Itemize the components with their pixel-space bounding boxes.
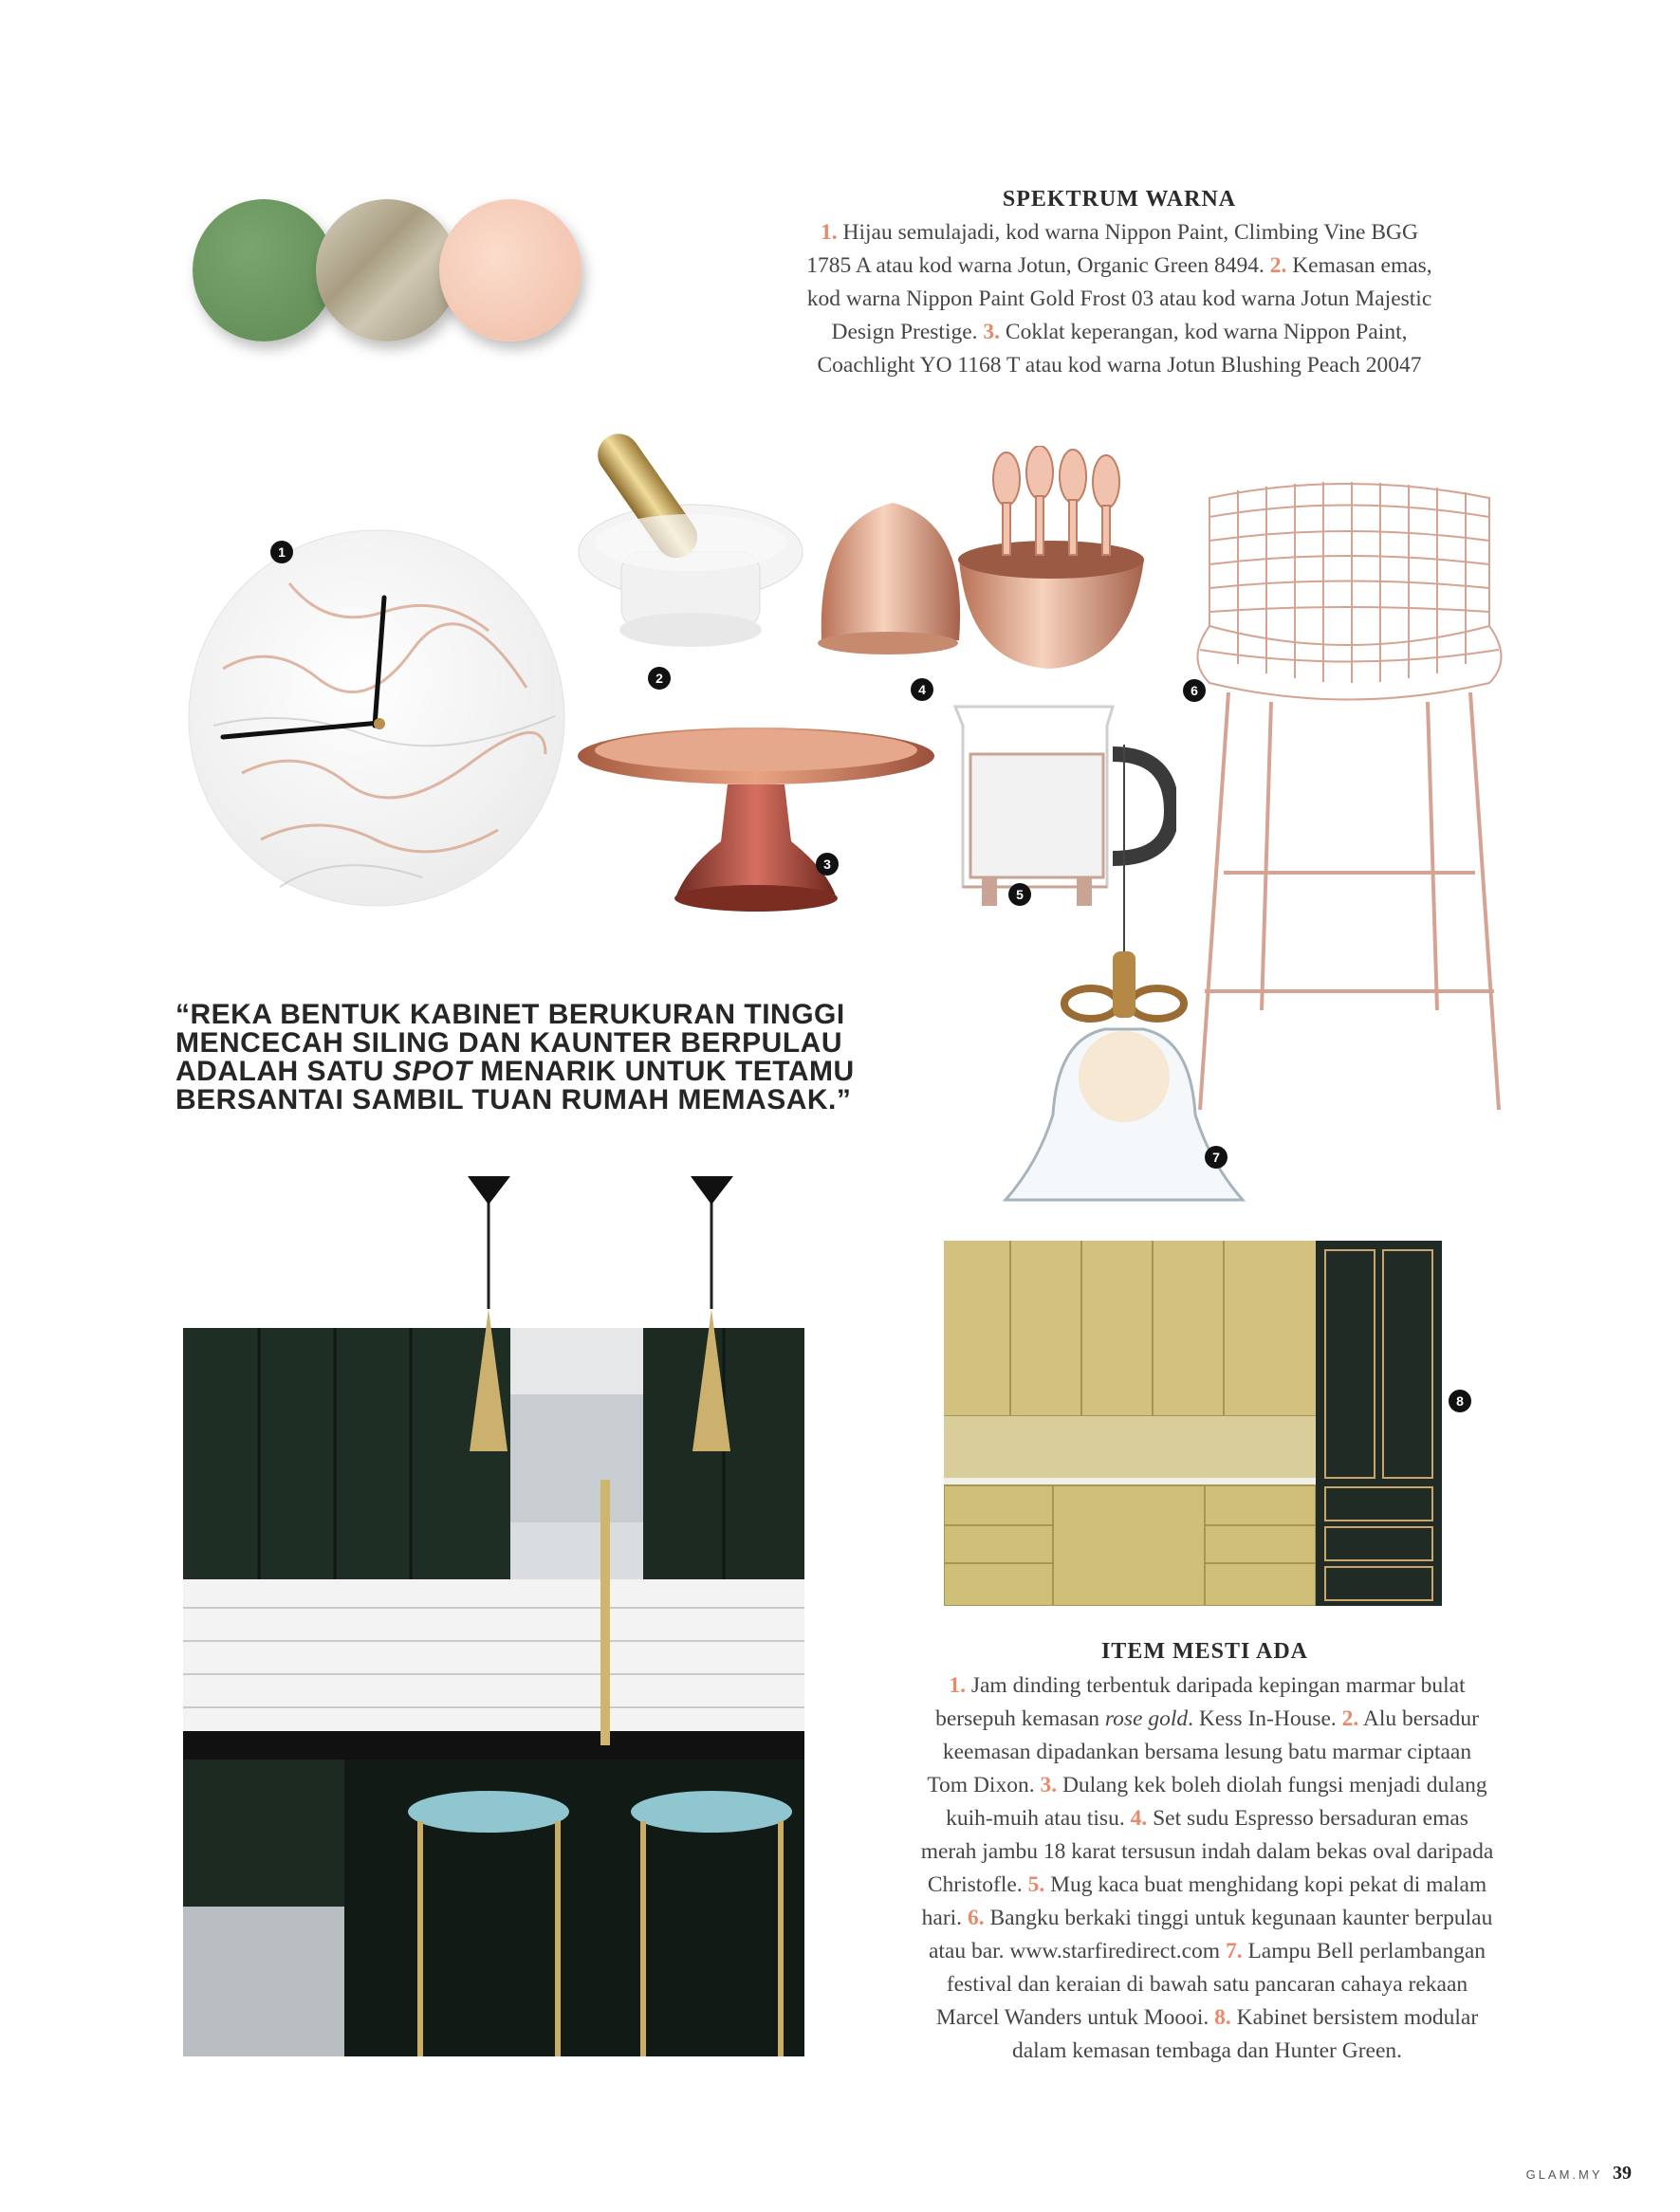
spektrum-num-2: 2. [1269,253,1287,278]
item-line-8 [835,1902,1579,1935]
item-num-7: 7. [1225,1939,1243,1963]
item-num-1: 1. [949,1673,966,1698]
quote-line-3c: MENARIK UNTUK TETAMU [471,1056,855,1087]
item-num-8: 8. [1214,2005,1231,2030]
item-line-2-text-c: Alu bersadur [1362,1706,1479,1731]
badge-5: 5 [1008,883,1031,906]
spektrum-body [697,216,1542,382]
badge-8: 8 [1449,1390,1471,1412]
bell-pendant-image [1001,745,1247,1205]
item-line-1-text: Jam dinding terbentuk daripada kepingan marmar bulat [970,1673,1466,1698]
spektrum-line-2-text-b: Kemasan emas, [1292,253,1432,278]
espresso-egg-image [812,446,1154,692]
item-num-3: 3. [1040,1773,1058,1797]
cake-stand-image [571,718,941,917]
item-line-5 [835,1802,1579,1835]
item-line-4-text-b: Dulang kek boleh diolah fungsi menjadi dulang [1062,1773,1487,1797]
marble-clock-image [185,526,569,911]
item-line-4-text: Tom Dixon. [927,1773,1035,1797]
badge-1: 1 [270,541,293,563]
item-line-7-text: Christofle. [927,1872,1023,1897]
spektrum-heading: SPEKTRUM WARNA [1002,187,1237,212]
item-line-7 [835,1869,1579,1902]
spektrum-line-4 [697,316,1542,349]
item-line-1 [835,1669,1579,1703]
item-num-2: 2. [1341,1706,1359,1731]
quote-line-4: BERSANTAI SAMBIL TUAN RUMAH MEMASAK.” [175,1084,852,1115]
badge-6: 6 [1183,679,1206,702]
item-line-12-text: dalam kemasan tembaga dan Hunter Green. [1011,2038,1403,2063]
swatch-gold [316,199,458,341]
spektrum-num-1: 1. [821,220,838,245]
item-line-9 [835,1935,1579,1968]
spektrum-line-4-text: Design Prestige. [831,320,978,344]
item-line-2-text: bersepuh kemasan [935,1706,1105,1731]
item-num-6: 6. [967,1906,985,1930]
page-footer [1518,2163,1632,2184]
item-line-2 [835,1703,1579,1736]
pull-quote [175,1001,896,1115]
spektrum-line-4-text-b: Coklat keperangan, kod warna Nippon Paint, [1005,320,1408,344]
item-line-11-text: Marcel Wanders untuk Moooi. [935,2005,1209,2030]
item-line-9-text: atau bar. www.starfiredirect.com [928,1939,1221,1963]
item-line-6 [835,1835,1579,1869]
item-rose-gold: rose gold [1104,1706,1189,1731]
quote-line-3a: ADALAH SATU [175,1056,393,1087]
item-line-5-text-b: Set sudu Espresso bersaduran emas [1153,1806,1468,1831]
kitchen-photo [183,1176,804,2056]
spektrum-line-3 [697,283,1542,316]
item-line-8-text-b: Bangku berkaki tinggi untuk kegunaan kaunter berpulau [989,1906,1493,1930]
badge-7: 7 [1205,1146,1228,1169]
item-line-3 [835,1736,1579,1769]
quote-line-1: “REKA BENTUK KABINET BERUKURAN TINGGI [175,999,845,1030]
badge-4: 4 [911,678,933,701]
badge-2: 2 [648,667,671,690]
spektrum-line-5 [697,349,1542,382]
spektrum-line-3-text: kod warna Nippon Paint Gold Frost 03 atau kod warna Jotun Majestic [806,286,1432,311]
item-line-6-text: merah jambu 18 karat tersusun indah dalam bekas oval daripada [920,1839,1494,1864]
spektrum-line-5-text: Coachlight YO 1168 T atau kod warna Jotun Blushing Peach 20047 [817,353,1422,378]
item-line-9-text-b: Lampu Bell perlambangan [1247,1939,1486,1963]
item-num-5: 5. [1027,1872,1045,1897]
spektrum-line-1-text: Hijau semulajadi, kod warna Nippon Paint, Climbing Vine BGG [842,220,1418,245]
item-line-10-text: festival dan keraian di bawah satu pancaran cahaya rekaan [946,1972,1468,1997]
item-line-7-text-b: Mug kaca buat menghidang kopi pekat di malam [1050,1872,1487,1897]
quote-line-3 [175,1058,896,1086]
item-num-4: 4. [1130,1806,1148,1831]
item-line-3-text: keemasan dipadankan bersama lesung batu marmar ciptaan [942,1740,1472,1764]
item-line-4 [835,1769,1579,1802]
badge-3: 3 [816,853,839,876]
spektrum-line-1 [697,216,1542,249]
item-line-12 [835,2035,1579,2068]
item-line-8-text: hari. [921,1906,963,1930]
item-line-11 [835,2001,1579,2035]
item-body [835,1669,1579,2068]
item-heading: ITEM MESTI ADA [1100,1639,1309,1664]
spektrum-num-3: 3. [983,320,1001,344]
item-line-11-text-b: Kabinet bersistem modular [1236,2005,1479,2030]
spektrum-line-2-text: 1785 A atau kod warna Jotun, Organic Green 8494. [806,253,1265,278]
magazine-name: GLAM.MY [1525,2167,1603,2182]
item-line-10 [835,1968,1579,2001]
modular-cabinet-image [944,1241,1442,1606]
swatch-green [193,199,335,341]
quote-spot-word: SPOT [392,1056,472,1087]
item-line-5-text: kuih-muih atau tisu. [946,1806,1125,1831]
quote-line-2: MENCECAH SILING DAN KAUNTER BERPULAU [175,1027,843,1059]
swatch-peach [439,199,582,341]
spektrum-line-2 [697,249,1542,283]
mortar-pestle-image [572,410,809,666]
item-line-2-text-b: . Kess In-House. [1188,1706,1337,1731]
page-number: 39 [1613,2163,1632,2184]
